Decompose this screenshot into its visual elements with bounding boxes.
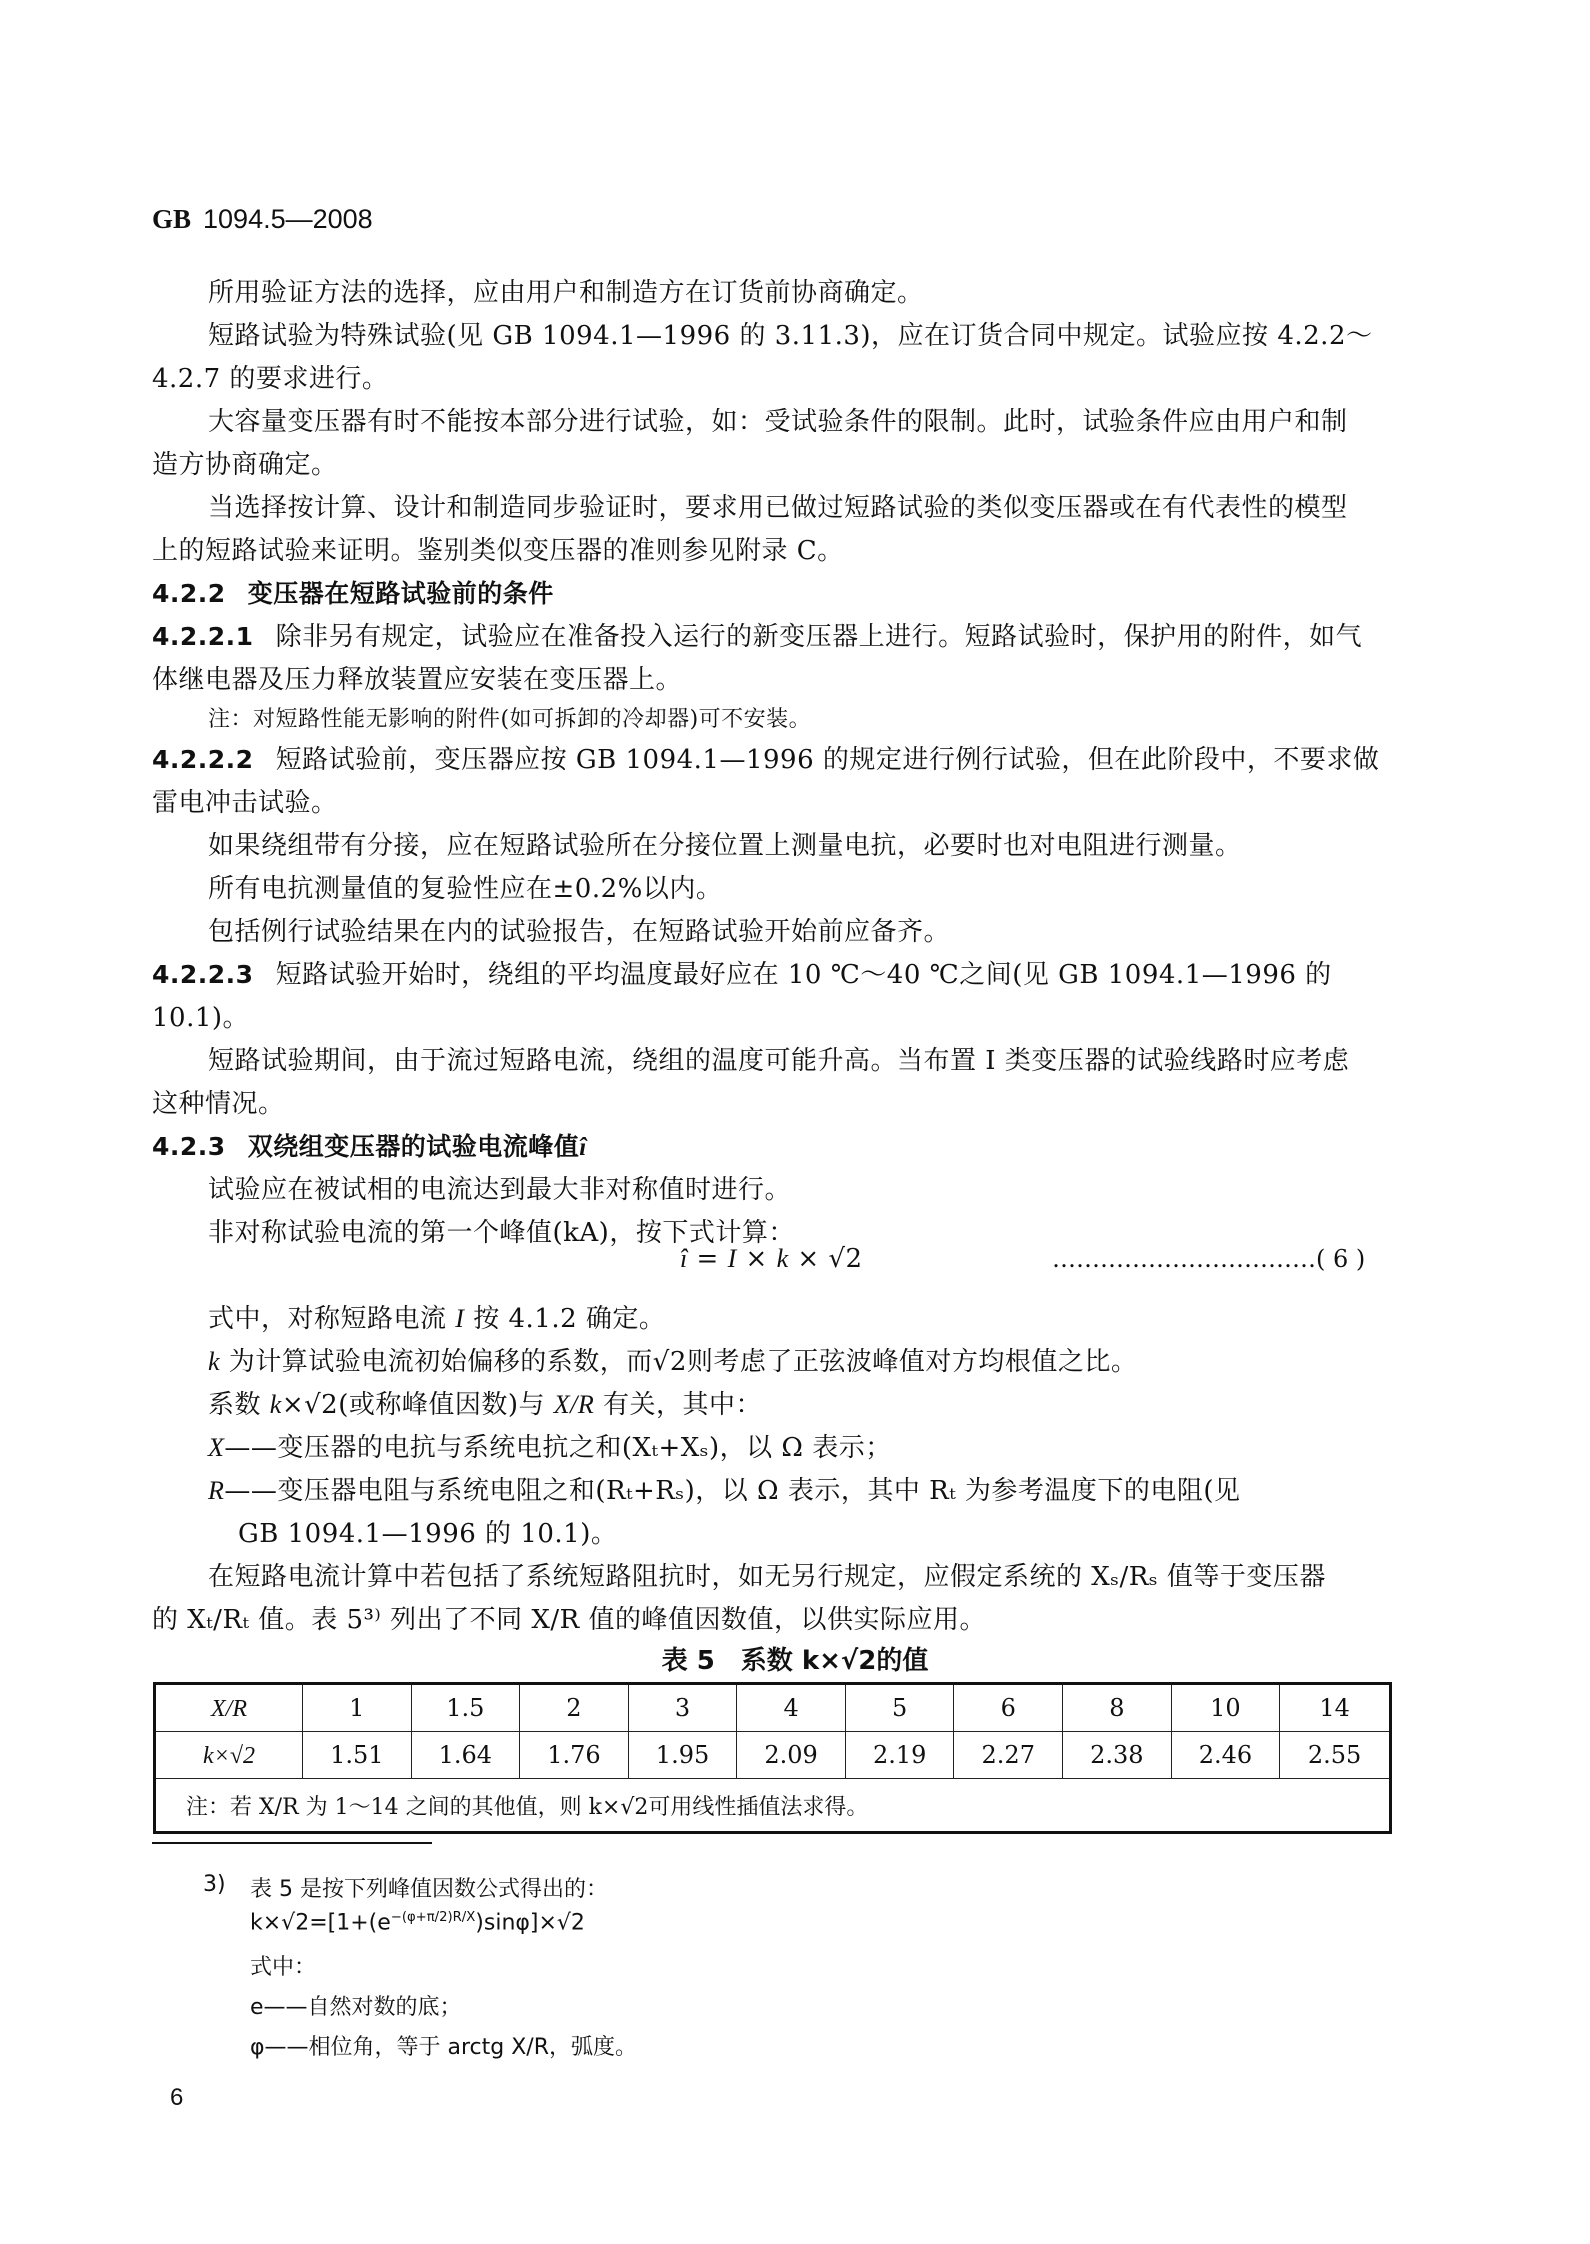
table-cell: 4: [737, 1684, 846, 1732]
table-cell: 1.5: [411, 1684, 520, 1732]
text: ×√2(或称峰值因数)与: [281, 1390, 554, 1420]
var-R: R: [208, 1476, 225, 1505]
table-cell: 2.27: [954, 1732, 1063, 1779]
var-X: X: [208, 1433, 225, 1462]
row-header-label: k×√2: [202, 1742, 256, 1769]
paragraph-text: 所用验证方法的选择，应由用户和制造方在订货前协商确定。: [208, 278, 924, 308]
table-5: [153, 1682, 1392, 1834]
text: 按 4.1.2 确定。: [464, 1304, 666, 1334]
eq-sqrt2: √2: [828, 1244, 863, 1274]
equation-number: [1052, 1242, 1365, 1276]
table-cell: 1.95: [628, 1732, 737, 1779]
clause-number: 4.2.2.1: [152, 622, 254, 651]
clause-text: 体继电器及压力释放装置应安装在变压器上。: [152, 665, 683, 695]
var-I: I: [455, 1304, 465, 1333]
table-cell: 8: [1063, 1684, 1172, 1732]
footnote-text: φ——相位角，等于 arctg X/R，弧度。: [250, 2035, 637, 2060]
text: 有关，其中：: [594, 1390, 763, 1420]
paragraph-text: 包括例行试验结果在内的试验报告，在短路试验开始前应备齐。: [208, 917, 951, 947]
text: ——变压器电阻与系统电阻之和(Rₜ+Rₛ)，以 Ω 表示，其中 Rₜ 为参考温度下的电阻(见: [224, 1476, 1241, 1506]
paragraph-text: 在短路电流计算中若包括了系统短路阻抗时，如无另行规定，应假定系统的 Xₛ/Rₛ 值等于变压器: [208, 1562, 1326, 1592]
table-note: 注：若 X/R 为 1～14 之间的其他值，则 k×√2可用线性插值法求得。: [155, 1779, 1391, 1833]
table-cell: 1.76: [520, 1732, 629, 1779]
var-k: k: [269, 1390, 282, 1419]
eq-k: k: [776, 1244, 789, 1273]
clause-text: 雷电冲击试验。: [152, 788, 338, 818]
paragraph-text: 试验应在被试相的电流达到最大非对称值时进行。: [208, 1175, 792, 1205]
table-cell: 5: [845, 1684, 954, 1732]
table-cell: 2.19: [845, 1732, 954, 1779]
clause-4-2-2-3: [152, 958, 1332, 992]
row-header: [155, 1732, 303, 1779]
text: 为计算试验电流初始偏移的系数，而√2则考虑了正弦波峰值对方均根值之比。: [220, 1347, 1138, 1377]
footnote-marker: 3): [203, 1872, 226, 1897]
text: 式中，对称短路电流: [208, 1304, 456, 1334]
paragraph-text: 的 Xₜ/Rₜ 值。表 5³⁾ 列出了不同 X/R 值的峰值因数值，以供实际应用。: [152, 1605, 986, 1635]
table-cell: 3: [628, 1684, 737, 1732]
paragraph-text: 短路试验为特殊试验(见 GB 1094.1—1996 的 3.11.3)，应在订货合同中规定。试验应按 4.2.2～: [208, 321, 1373, 351]
leader-dots: ……………………………: [1052, 1245, 1316, 1273]
table-cell: 1: [303, 1684, 412, 1732]
table-cell: 2.38: [1063, 1732, 1172, 1779]
document-header: [152, 204, 373, 235]
footnote-formula: [250, 1910, 585, 1935]
paragraph-text: 大容量变压器有时不能按本部分进行试验，如：受试验条件的限制。此时，试验条件应由用户和制: [208, 407, 1348, 437]
paragraph-text: 这种情况。: [152, 1089, 285, 1119]
table-cell: 1.64: [411, 1732, 520, 1779]
paragraph-text: 4.2.7 的要求进行。: [152, 364, 389, 394]
clause-text: 10.1)。: [152, 1003, 250, 1033]
footnote-text: 表 5 是按下列峰值因数公式得出的：: [250, 1877, 608, 1902]
clause-4-2-2-2: [152, 743, 1379, 777]
table-cell: 14: [1280, 1684, 1391, 1732]
eq-lhs: î: [680, 1244, 688, 1273]
paragraph-text: 上的短路试验来证明。鉴别类似变压器的准则参见附录 C。: [152, 536, 844, 566]
section-title: 变压器在短路试验前的条件: [247, 579, 554, 608]
definition-R-cont: GB 1094.1—1996 的 10.1)。: [238, 1519, 618, 1549]
standard-code: 1094.5—2008: [203, 204, 373, 234]
definition-R: [208, 1474, 1241, 1508]
note-text: 注：对短路性能无影响的附件(如可拆卸的冷却器)可不安装。: [208, 707, 812, 732]
footnote-rule: [152, 1842, 432, 1844]
definition-X: [208, 1431, 892, 1465]
footnote-text: e——自然对数的底；: [250, 1995, 462, 2020]
table-caption: 表 5 系数 k×√2的值: [661, 1646, 929, 1676]
clause-number: 4.2.2.2: [152, 745, 254, 774]
clause-number: 4.2.2.3: [152, 960, 254, 989]
formula-part: )sinφ]×√2: [475, 1910, 585, 1936]
table-cell: 2.09: [737, 1732, 846, 1779]
row-header: [155, 1684, 303, 1732]
paragraph-text: [208, 1388, 762, 1422]
table-cell: 2.55: [1280, 1732, 1391, 1779]
table-cell: 1.51: [303, 1732, 412, 1779]
table-row-k: [155, 1732, 1391, 1779]
paragraph-text: 短路试验期间，由于流过短路电流，绕组的温度可能升高。当布置 I 类变压器的试验线路时应考虑: [208, 1046, 1350, 1076]
clause-text: 短路试验开始时，绕组的平均温度最好应在 10 ℃～40 ℃之间(见 GB 1094.1—1996 的: [275, 960, 1332, 990]
footnote-text: 式中：: [250, 1955, 317, 1980]
clause-4-2-2-1: [152, 620, 1362, 654]
paragraph-text: [208, 1302, 665, 1336]
section-title: 双绕组变压器的试验电流峰值: [247, 1132, 580, 1161]
text: ——变压器的电抗与系统电抗之和(Xₜ+Xₛ)，以 Ω 表示；: [224, 1433, 892, 1463]
var-xr: X/R: [553, 1390, 595, 1419]
eq-times: ×: [736, 1244, 777, 1274]
clause-text: 短路试验前，变压器应按 GB 1094.1—1996 的规定进行例行试验，但在此阶段中，不要求做: [275, 745, 1380, 775]
text: 系数: [208, 1390, 270, 1420]
table-cell: 10: [1171, 1684, 1280, 1732]
paragraph-text: 当选择按计算、设计和制造同步验证时，要求用已做过短路试验的类似变压器或在有代表性的模型: [208, 493, 1348, 523]
clause-text: 除非另有规定，试验应在准备投入运行的新变压器上进行。短路试验时，保护用的附件，如气: [275, 622, 1363, 652]
formula-part: k×√2=[1+(e: [250, 1910, 391, 1936]
paragraph-text: 非对称试验电流的第一个峰值(kA)，按下式计算：: [208, 1218, 795, 1248]
eq-equals: =: [687, 1244, 728, 1274]
section-number: 4.2.2: [152, 579, 226, 608]
eq-I: I: [727, 1244, 737, 1273]
paragraph-text: [208, 1345, 1137, 1379]
table-row-xr: [155, 1684, 1391, 1732]
section-heading-4-2-3: [152, 1130, 587, 1164]
eq-number: ( 6 ): [1316, 1245, 1366, 1273]
standard-prefix: GB: [152, 204, 192, 234]
var-k: k: [208, 1347, 221, 1376]
row-header-label: X/R: [211, 1695, 247, 1722]
section-number: 4.2.3: [152, 1132, 226, 1161]
eq-times: ×: [788, 1244, 829, 1274]
page-number: 6: [170, 2084, 184, 2111]
paragraph-text: 造方协商确定。: [152, 450, 338, 480]
formula-exponent: −(φ+π/2)R/X: [390, 1910, 476, 1925]
section-heading-4-2-2: [152, 577, 554, 611]
table-cell: 6: [954, 1684, 1063, 1732]
table-note-row: [155, 1779, 1391, 1833]
paragraph-text: 所有电抗测量值的复验性应在±0.2%以内。: [208, 874, 723, 904]
paragraph-text: 如果绕组带有分接，应在短路试验所在分接位置上测量电抗，必要时也对电阻进行测量。: [208, 831, 1242, 861]
peak-current-symbol: î: [579, 1134, 587, 1161]
table-cell: 2.46: [1171, 1732, 1280, 1779]
table-cell: 2: [520, 1684, 629, 1732]
equation-6: [680, 1242, 863, 1276]
